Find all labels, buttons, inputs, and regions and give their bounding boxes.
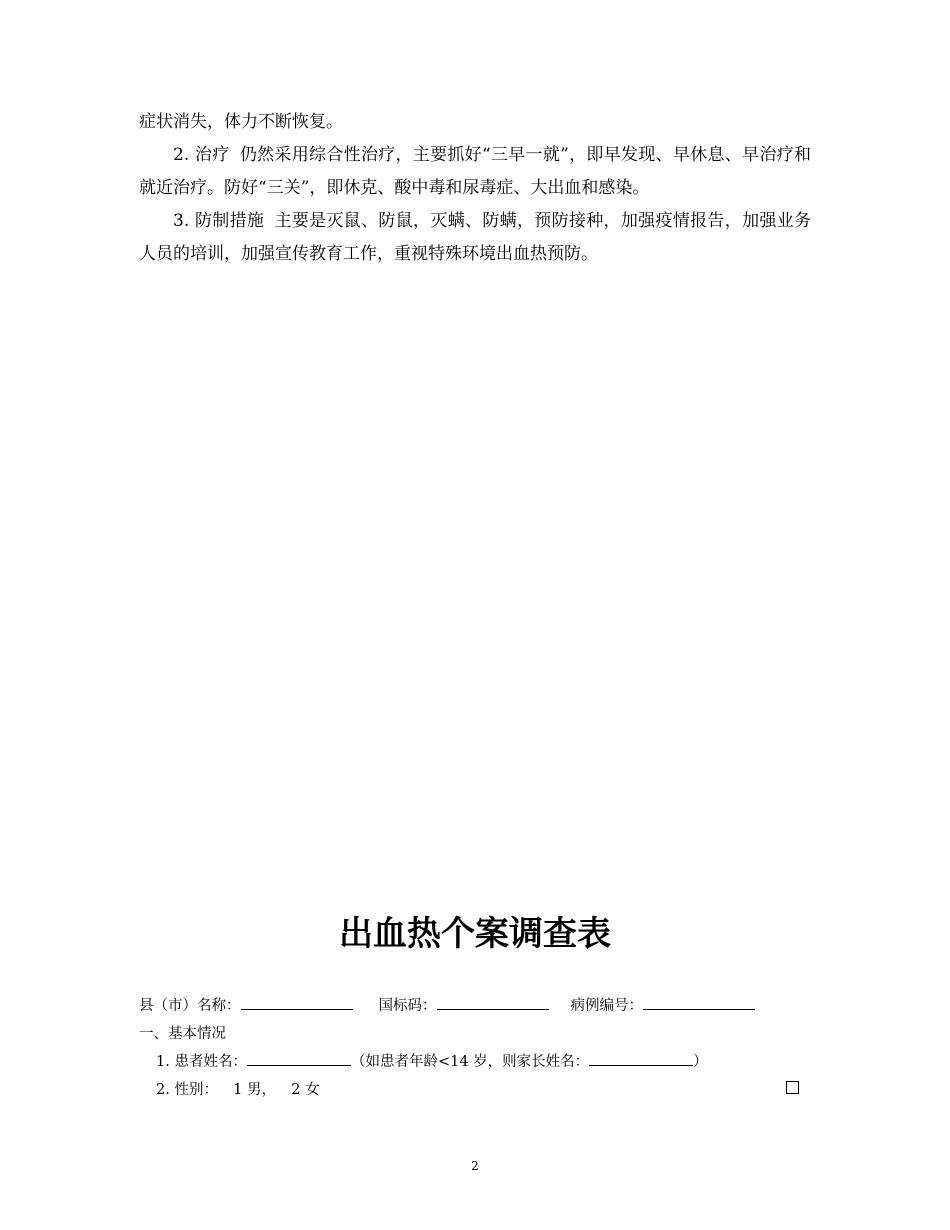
paragraph-prevention	[139, 205, 811, 271]
form-header-row	[139, 995, 755, 1017]
form-title: 出血热个案调查表	[339, 914, 611, 954]
patient-name-field[interactable]	[247, 1051, 351, 1066]
paragraph-symptoms: 症状消失，体力不断恢复。	[139, 112, 343, 132]
treatment-text: 仍然采用综合性治疗，主要抓好“三早一就”，即早发现、早休息、早治疗和就近治疗。防好“三关”，即休克、酸中毒和尿毒症、大出血和感染。	[139, 145, 811, 198]
case-number-field[interactable]	[643, 995, 755, 1010]
prevention-text: 主要是灭鼠、防鼠，灭螨、防螨，预防接种，加强疫情报告，加强业务人员的培训，加强宣传教育工作，重视特殊环境出血热预防。	[139, 211, 812, 264]
parent-name-note: （如患者年龄<14 岁，则家长姓名：	[350, 1054, 590, 1070]
case-number-label: 病例编号：	[570, 998, 643, 1014]
code-field[interactable]	[437, 995, 549, 1010]
parent-name-note-close: ）	[693, 1054, 708, 1070]
prevention-heading: 3. 防制措施	[173, 211, 265, 231]
gender-option-female: 2 女	[291, 1082, 320, 1098]
treatment-heading: 2. 治疗	[173, 145, 230, 165]
question-patient-name	[156, 1051, 708, 1073]
code-label: 国标码：	[378, 998, 437, 1014]
gender-option-male: 1 男，	[233, 1082, 277, 1098]
county-label: 县（市）名称：	[139, 998, 241, 1014]
question-gender	[156, 1079, 320, 1101]
patient-name-label: 1. 患者姓名：	[156, 1054, 247, 1070]
parent-name-field[interactable]	[589, 1051, 693, 1066]
page-number: 2	[471, 1159, 479, 1173]
section-basic-info: 一、基本情况	[139, 1026, 226, 1042]
gender-label: 2. 性别：	[156, 1082, 218, 1098]
paragraph-treatment	[139, 139, 811, 205]
county-field[interactable]	[241, 995, 353, 1010]
gender-checkbox[interactable]	[786, 1081, 799, 1094]
